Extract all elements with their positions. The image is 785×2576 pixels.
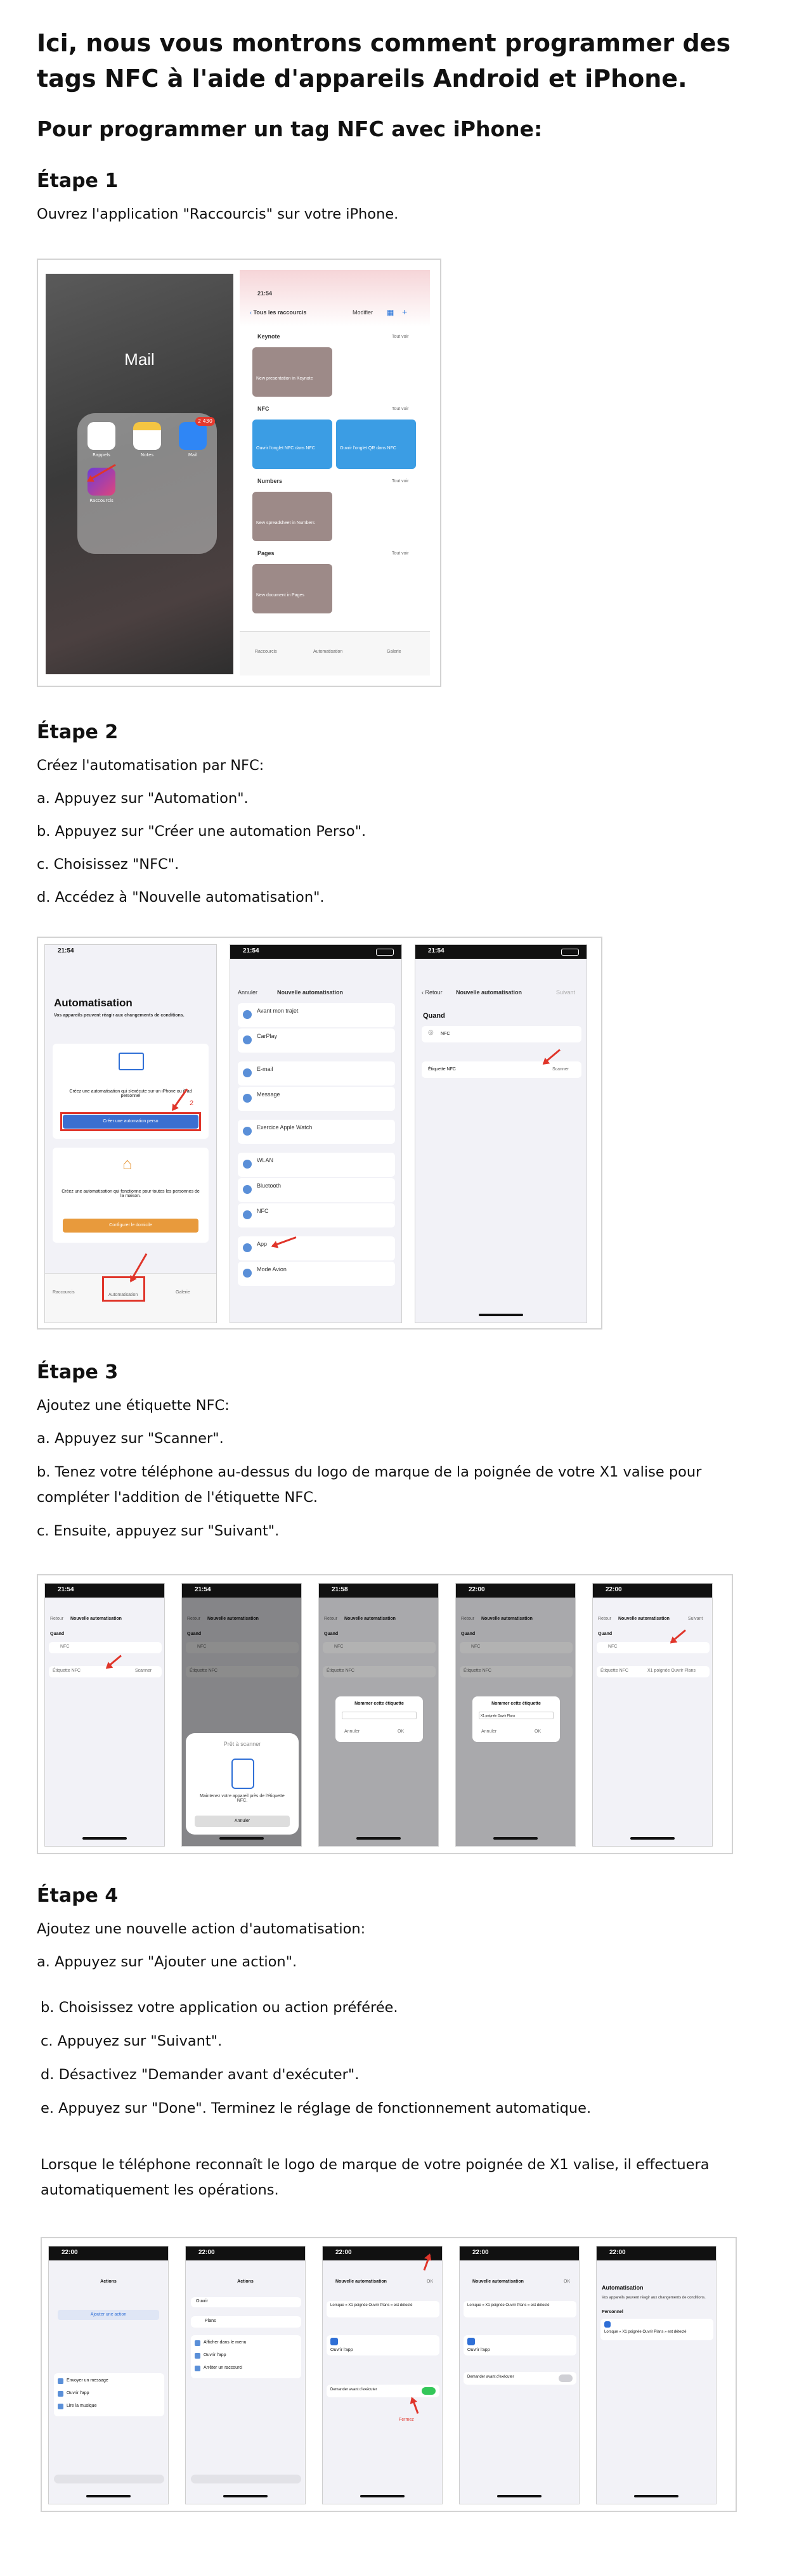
back-button[interactable]: Retour: [187, 1617, 201, 1621]
trigger-label: Exercice Apple Watch: [257, 1124, 313, 1131]
action-item[interactable]: [195, 2338, 296, 2349]
step2-line: c. Choisissez "NFC".: [37, 856, 179, 873]
screen-title: Nouvelle automatisation: [344, 1617, 396, 1621]
section-keynote: Keynote: [257, 333, 280, 340]
phone-scan-icon: [231, 1759, 254, 1789]
folder-title: Mail: [124, 350, 155, 369]
tab-bar: [240, 631, 430, 676]
step3-line: b. Tenez votre téléphone au-dessus du logo de marque de la poignée de votre X1 valise pour compléter l'addition de l'étiquette NFC.: [37, 1464, 702, 1506]
step4-line: c. Appuyez sur "Suivant".: [41, 2033, 223, 2049]
screen-title: Nouvelle automatisation: [481, 1617, 533, 1621]
status-bar: [323, 2246, 442, 2260]
step3-phone: [318, 1583, 439, 1847]
red-arrow: [670, 1629, 686, 1643]
step3-panel: [37, 1574, 733, 1854]
tab-shortcuts[interactable]: Raccourcis: [255, 650, 277, 654]
name-tag-dialog: [335, 1696, 423, 1742]
result-label: Plans: [205, 2319, 216, 2323]
grid-icon[interactable]: ▦: [387, 308, 394, 317]
automation-subtitle: Vos appareils peuvent réagir aux changements de conditions.: [54, 1013, 185, 1018]
back-button[interactable]: Retour: [324, 1617, 338, 1621]
trigger-list-item[interactable]: [238, 1203, 395, 1227]
dialog-title: Nommer cette étiquette: [354, 1701, 404, 1706]
section-personal: Personnel: [602, 2310, 623, 2314]
step1-text: Ouvrez l'application "Raccourcis" sur votre iPhone.: [37, 206, 399, 222]
trigger-label: App: [257, 1241, 268, 1247]
search-field[interactable]: [191, 2297, 301, 2307]
devices-icon: [119, 1053, 144, 1070]
trigger-icon: [243, 1160, 252, 1169]
trigger-list-item[interactable]: [238, 1153, 395, 1177]
tag-name-field[interactable]: X1 poignée Ouvrir Plans: [479, 1712, 554, 1719]
do-text: Ouvrir l'app: [467, 2348, 490, 2352]
screen-title: Nouvelle automatisation: [70, 1617, 122, 1621]
scan-button[interactable]: Scanner: [552, 1067, 569, 1072]
sheet-title: Prêt à scanner: [223, 1741, 261, 1747]
action-item[interactable]: [58, 2376, 159, 2387]
result-item[interactable]: [191, 2316, 301, 2328]
trigger-label: NFC: [608, 1644, 618, 1649]
step3-line: c. Ensuite, appuyez sur "Suivant".: [37, 1523, 280, 1539]
trigger-label: NFC: [197, 1644, 207, 1649]
section-when: Quand: [50, 1632, 65, 1636]
search-value: Ouvrir: [196, 2299, 209, 2304]
home-indicator: [493, 1837, 538, 1840]
sheet-text: Maintenez votre appareil près de l'étiquette NFC.: [200, 1794, 285, 1803]
status-time: 21:58: [332, 1586, 348, 1593]
status-time: 22:00: [606, 1586, 622, 1593]
trigger-label: CarPlay: [257, 1033, 278, 1039]
toggle-switch[interactable]: [422, 2387, 436, 2395]
step4-line: Ajoutez une nouvelle action d'automatisation:: [37, 1921, 366, 1937]
nfc-scan-screen: [415, 944, 587, 1323]
trigger-label: Mode Avion: [257, 1266, 287, 1272]
action-label: Ouvrir l'app: [67, 2391, 89, 2395]
toggle-switch[interactable]: [559, 2374, 573, 2382]
trigger-icon: [243, 1127, 252, 1136]
status-time: 21:54: [195, 1586, 211, 1593]
step2-line: b. Appuyez sur "Créer une automation Perso".: [37, 823, 367, 840]
home-icon: ⌂: [122, 1154, 133, 1173]
see-all-numbers[interactable]: Tout voir: [392, 479, 409, 484]
home-screen: [46, 274, 233, 674]
app-label-raccourcis: Raccourcis: [89, 498, 114, 503]
trigger-row: [597, 1642, 710, 1653]
step3-line: Ajoutez une étiquette NFC:: [37, 1397, 230, 1414]
nfc-tag-label: Étiquette NFC: [327, 1669, 354, 1673]
screen-title: Nouvelle automatisation: [207, 1617, 259, 1621]
when-text: Lorsque « X1 poignée Ouvrir Plans » est détecté: [467, 2304, 550, 2307]
section-when: Quand: [461, 1632, 476, 1636]
nfc-tag-label: Étiquette NFC: [190, 1669, 217, 1673]
scan-sheet: [186, 1733, 299, 1835]
trigger-label: Avant mon trajet: [257, 1008, 299, 1014]
mail-app-icon[interactable]: [179, 422, 207, 450]
scan-button[interactable]: Scanner: [135, 1669, 152, 1673]
trigger-list-item[interactable]: [238, 1262, 395, 1286]
action-icon: [195, 2353, 200, 2359]
trigger-label: WLAN: [257, 1157, 274, 1163]
trigger-list-item[interactable]: [238, 1236, 395, 1260]
nfc-icon: ◎: [428, 1029, 434, 1036]
shortcut-tile[interactable]: New spreadsheet in Numbers: [252, 492, 332, 541]
action-label: Lire la musique: [67, 2404, 97, 2408]
nfc-tag-label: Étiquette NFC: [464, 1669, 491, 1673]
automation-text: Lorsque « X1 poignée Ouvrir Plans » est détecté: [604, 2330, 687, 2334]
step4-line: d. Désactivez "Demander avant d'exécuter".: [41, 2067, 360, 2083]
status-bar: [460, 2246, 579, 2260]
trigger-label: Bluetooth: [257, 1182, 282, 1189]
trigger-label: E-mail: [257, 1066, 273, 1072]
step2-line: d. Accédez à "Nouvelle automatisation".: [37, 889, 325, 906]
step1-heading: Étape 1: [37, 170, 119, 192]
iphone-heading: Pour programmer un tag NFC avec iPhone:: [37, 117, 543, 141]
status-time: 21:54: [58, 1586, 74, 1593]
shortcut-tile[interactable]: New document in Pages: [252, 564, 332, 613]
home-indicator: [223, 2495, 268, 2497]
nfc-tag-label: Étiquette NFC: [53, 1669, 81, 1673]
reminders-app-icon[interactable]: [88, 422, 115, 450]
step1-panel: [37, 259, 441, 687]
see-all-keynote[interactable]: Tout voir: [392, 335, 409, 339]
action-icon: [58, 2391, 63, 2397]
tab-automation[interactable]: Automatisation: [313, 650, 343, 654]
trigger-list-item[interactable]: [238, 1003, 395, 1027]
home-indicator: [356, 1837, 401, 1840]
step3-phone: [44, 1583, 165, 1847]
home-indicator: [86, 2495, 131, 2497]
next-button[interactable]: Suivant: [556, 989, 576, 996]
trigger-row: [49, 1642, 162, 1653]
app-label-rappels: Rappels: [93, 452, 110, 458]
status-bar: [45, 1584, 164, 1598]
home-indicator: [634, 2495, 678, 2497]
do-row: [327, 2335, 439, 2355]
red-arrow: [424, 2255, 431, 2271]
step4-heading: Étape 4: [37, 1885, 119, 1907]
action-label: Envoyer un message: [67, 2378, 108, 2383]
shortcut-tile[interactable]: New presentation in Keynote: [252, 347, 332, 397]
section-when: Quand: [324, 1632, 339, 1636]
bottom-search: [54, 2475, 164, 2483]
automation-screen: [44, 944, 217, 1323]
nfc-tag-label: Étiquette NFC: [600, 1669, 628, 1673]
when-text: Lorsque « X1 poignée Ouvrir Plans » est détecté: [330, 2304, 413, 2307]
toggle-label: Demander avant d'exécuter: [330, 2388, 377, 2392]
when-row: [327, 2301, 439, 2317]
step3-phone: [181, 1583, 302, 1847]
step4-phone: [48, 2246, 169, 2504]
personal-automation-card: Créez une automatisation qui s'exécute sur un iPhone ou iPad personnel Créer une automation perso 2: [53, 1044, 209, 1139]
when-row: [464, 2301, 576, 2317]
status-time: 22:00: [335, 2249, 352, 2256]
screen-title: Nouvelle automatisation: [618, 1617, 670, 1621]
step4-phone: [596, 2246, 717, 2504]
nfc-tag-row: [597, 1666, 710, 1677]
trigger-icon: [243, 1035, 252, 1044]
mail-badge: 2 430: [195, 417, 215, 426]
action-list: [54, 2373, 164, 2416]
back-button[interactable]: ‹ Retour: [422, 989, 443, 996]
trigger-list-item[interactable]: [238, 1087, 395, 1111]
step2-line: Créez l'automatisation par NFC:: [37, 757, 264, 774]
step4-note: Lorsque le téléphone reconnaît le logo de marque de votre poignée de X1 valise, il effectuera automatiquement les opérations.: [41, 2156, 710, 2198]
cancel-button[interactable]: Annuler: [344, 1729, 360, 1734]
notes-app-icon[interactable]: [133, 422, 161, 450]
home-indicator: [219, 1837, 264, 1840]
step4-line: a. Appuyez sur "Ajouter une action".: [37, 1954, 297, 1970]
status-time: 21:54: [428, 947, 444, 954]
cancel-button[interactable]: Annuler: [238, 989, 258, 996]
status-time: 21:54: [58, 947, 74, 954]
home-indicator: [630, 1837, 675, 1840]
step2-panel: [37, 937, 602, 1330]
new-automation-list-screen: [230, 944, 402, 1323]
dialog-title: Nommer cette étiquette: [491, 1701, 541, 1706]
action-icon: [58, 2404, 63, 2409]
section-pages: Pages: [257, 550, 275, 556]
add-action-button[interactable]: Ajouter une action: [58, 2310, 159, 2320]
do-text: Ouvrir l'app: [330, 2348, 353, 2352]
trigger-list-item[interactable]: [238, 1028, 395, 1053]
trigger-icon: [243, 1068, 252, 1077]
step3-line: a. Appuyez sur "Scanner".: [37, 1430, 224, 1447]
app-icon: [604, 2321, 611, 2328]
action-label: Ouvrir l'app: [204, 2353, 226, 2357]
tab-shortcuts[interactable]: Raccourcis: [53, 1290, 75, 1295]
step4-phone: [185, 2246, 306, 2504]
do-row: [464, 2335, 576, 2355]
step2-heading: Étape 2: [37, 721, 119, 743]
screen-title: Nouvelle automatisation: [472, 2279, 524, 2284]
action-item[interactable]: [58, 2401, 159, 2413]
status-time: 22:00: [198, 2249, 215, 2256]
ok-button[interactable]: OK: [564, 2279, 571, 2284]
step3-heading: Étape 3: [37, 1361, 119, 1383]
step4-phone: [322, 2246, 443, 2504]
automation-item[interactable]: [600, 2319, 713, 2340]
trigger-icon: [243, 1094, 252, 1103]
back-button[interactable]: Retour: [50, 1617, 64, 1621]
highlight-box: [60, 1112, 201, 1131]
step4-line: b. Choisissez votre application ou action préférée.: [41, 1999, 398, 2016]
back-button[interactable]: Retour: [461, 1617, 475, 1621]
screen-title: Automatisation: [602, 2284, 644, 2291]
section-when: Quand: [187, 1632, 202, 1636]
step3-phone: [592, 1583, 713, 1847]
configure-home-button[interactable]: Configurer le domicile: [63, 1219, 198, 1233]
toggle-label: Demander avant d'exécuter: [467, 2375, 514, 2379]
trigger-label: Message: [257, 1091, 280, 1098]
trigger-icon: [243, 1185, 252, 1194]
screen-title: Actions: [237, 2279, 254, 2284]
app-label-mail: Mail: [188, 452, 198, 458]
status-time: 22:00: [609, 2249, 626, 2256]
screen-title: Actions: [100, 2279, 117, 2284]
step3-phone: [455, 1583, 576, 1847]
automation-title: Automatisation: [54, 997, 133, 1009]
status-bar: [186, 2246, 305, 2260]
bottom-search: [191, 2475, 301, 2483]
step2-line: a. Appuyez sur "Automation".: [37, 790, 249, 807]
trigger-icon: [243, 1269, 252, 1278]
screen-title: Nouvelle automatisation: [335, 2279, 387, 2284]
trigger-label: NFC: [471, 1644, 481, 1649]
action-icon: [195, 2340, 200, 2346]
ok-button[interactable]: OK: [535, 1729, 542, 1734]
trigger-label: NFC: [334, 1644, 344, 1649]
section-numbers: Numbers: [257, 478, 283, 484]
status-bar: [456, 1584, 575, 1598]
status-time: 22:00: [62, 2249, 78, 2256]
action-icon: [195, 2366, 200, 2371]
step4-panel: [41, 2237, 737, 2512]
action-item[interactable]: [195, 2350, 296, 2362]
create-personal-automation-button[interactable]: Créer une automation perso: [63, 1115, 198, 1129]
tab-gallery[interactable]: Galerie: [176, 1290, 190, 1295]
trigger-label: NFC: [60, 1644, 70, 1649]
trigger-list-item[interactable]: [238, 1178, 395, 1202]
status-bar: [49, 2246, 168, 2260]
cancel-button[interactable]: Annuler: [481, 1729, 497, 1734]
tab-automation[interactable]: Automatisation: [108, 1293, 138, 1297]
trigger-label: NFC: [257, 1208, 269, 1214]
nfc-tag-row: Étiquette NFC Scanner: [422, 1061, 581, 1078]
status-time: 22:00: [472, 2249, 489, 2256]
screen-subtitle: Vos appareils peuvent réagir aux changements de conditions.: [602, 2296, 706, 2300]
action-list: [191, 2335, 301, 2378]
section-nfc: NFC: [257, 406, 269, 412]
action-item[interactable]: [195, 2363, 296, 2374]
next-button[interactable]: Suivant: [688, 1617, 703, 1621]
action-label: Arrêter un raccourci: [204, 2366, 243, 2370]
trigger-list-item[interactable]: [238, 1061, 395, 1086]
ok-button[interactable]: OK: [427, 2279, 434, 2284]
trigger-list-item[interactable]: [238, 1120, 395, 1144]
add-icon[interactable]: +: [402, 307, 408, 317]
back-label: Tous les raccourcis: [253, 309, 307, 316]
ask-before-row: [327, 2385, 439, 2397]
tab-gallery[interactable]: Galerie: [387, 650, 401, 654]
section-when: Quand: [598, 1632, 613, 1636]
chevron-left-icon: ‹: [250, 309, 254, 316]
status-time: 22:00: [469, 1586, 485, 1593]
page-title: Ici, nous vous montrons comment programmer des tags NFC à l'aide d'appareils Android et iPhone.: [37, 29, 731, 93]
action-label: Afficher dans le menu: [204, 2340, 247, 2345]
action-item[interactable]: [58, 2388, 159, 2400]
trigger-icon: [243, 1010, 252, 1019]
red-arrow: [412, 2398, 419, 2414]
status-bar: [593, 1584, 712, 1598]
ok-button[interactable]: OK: [398, 1729, 405, 1734]
edit-button[interactable]: Modifier: [353, 309, 373, 316]
shortcut-tile[interactable]: Ouvrir l'onglet NFC dans NFC: [252, 420, 332, 469]
back-link[interactable]: [250, 309, 306, 316]
step4-line: e. Appuyez sur "Done". Terminez le réglage de fonctionnement automatique.: [41, 2100, 592, 2117]
app-folder: [77, 413, 217, 554]
trigger-icon: [243, 1210, 252, 1219]
ask-before-row: [464, 2372, 576, 2385]
status-time: 21:54: [257, 290, 273, 297]
step4-phone: [459, 2246, 580, 2504]
see-all-pages[interactable]: Tout voir: [392, 551, 409, 556]
nfc-tag-value: X1 poignée Ouvrir Plans: [647, 1669, 696, 1673]
tag-name-field[interactable]: [342, 1712, 417, 1719]
shortcuts-screen: [240, 270, 430, 676]
screen-title: Nouvelle automatisation: [456, 989, 522, 996]
status-bar: [597, 2246, 716, 2260]
back-button[interactable]: Retour: [598, 1617, 612, 1621]
app-icon: [330, 2338, 338, 2345]
app-icon: [467, 2338, 475, 2345]
status-bar: [319, 1584, 438, 1598]
screen-title: Nouvelle automatisation: [277, 989, 344, 996]
arrow-label: Fermez: [399, 2418, 414, 2422]
home-indicator: [360, 2495, 405, 2497]
cancel-button[interactable]: Annuler: [195, 1816, 290, 1827]
home-automation-card: ⌂ Créez une automatisation qui fonctionne pour toutes les personnes de la maison. Configurer le domicile: [53, 1148, 209, 1243]
trigger-row: ◎ NFC: [422, 1026, 581, 1042]
app-label-notes: Notes: [140, 452, 154, 458]
trigger-icon: [243, 1243, 252, 1252]
action-icon: [58, 2378, 63, 2384]
shortcut-tile[interactable]: Ouvrir l'onglet QR dans NFC: [336, 420, 416, 469]
section-when: Quand: [423, 1012, 445, 1020]
home-indicator: [82, 1837, 127, 1840]
home-indicator: [497, 2495, 542, 2497]
name-tag-dialog: [472, 1696, 560, 1742]
see-all-nfc[interactable]: Tout voir: [392, 407, 409, 411]
status-bar: [182, 1584, 301, 1598]
highlight-box: [102, 1276, 145, 1302]
status-time: 21:54: [243, 947, 259, 954]
step-marker: 2: [190, 1099, 194, 1107]
